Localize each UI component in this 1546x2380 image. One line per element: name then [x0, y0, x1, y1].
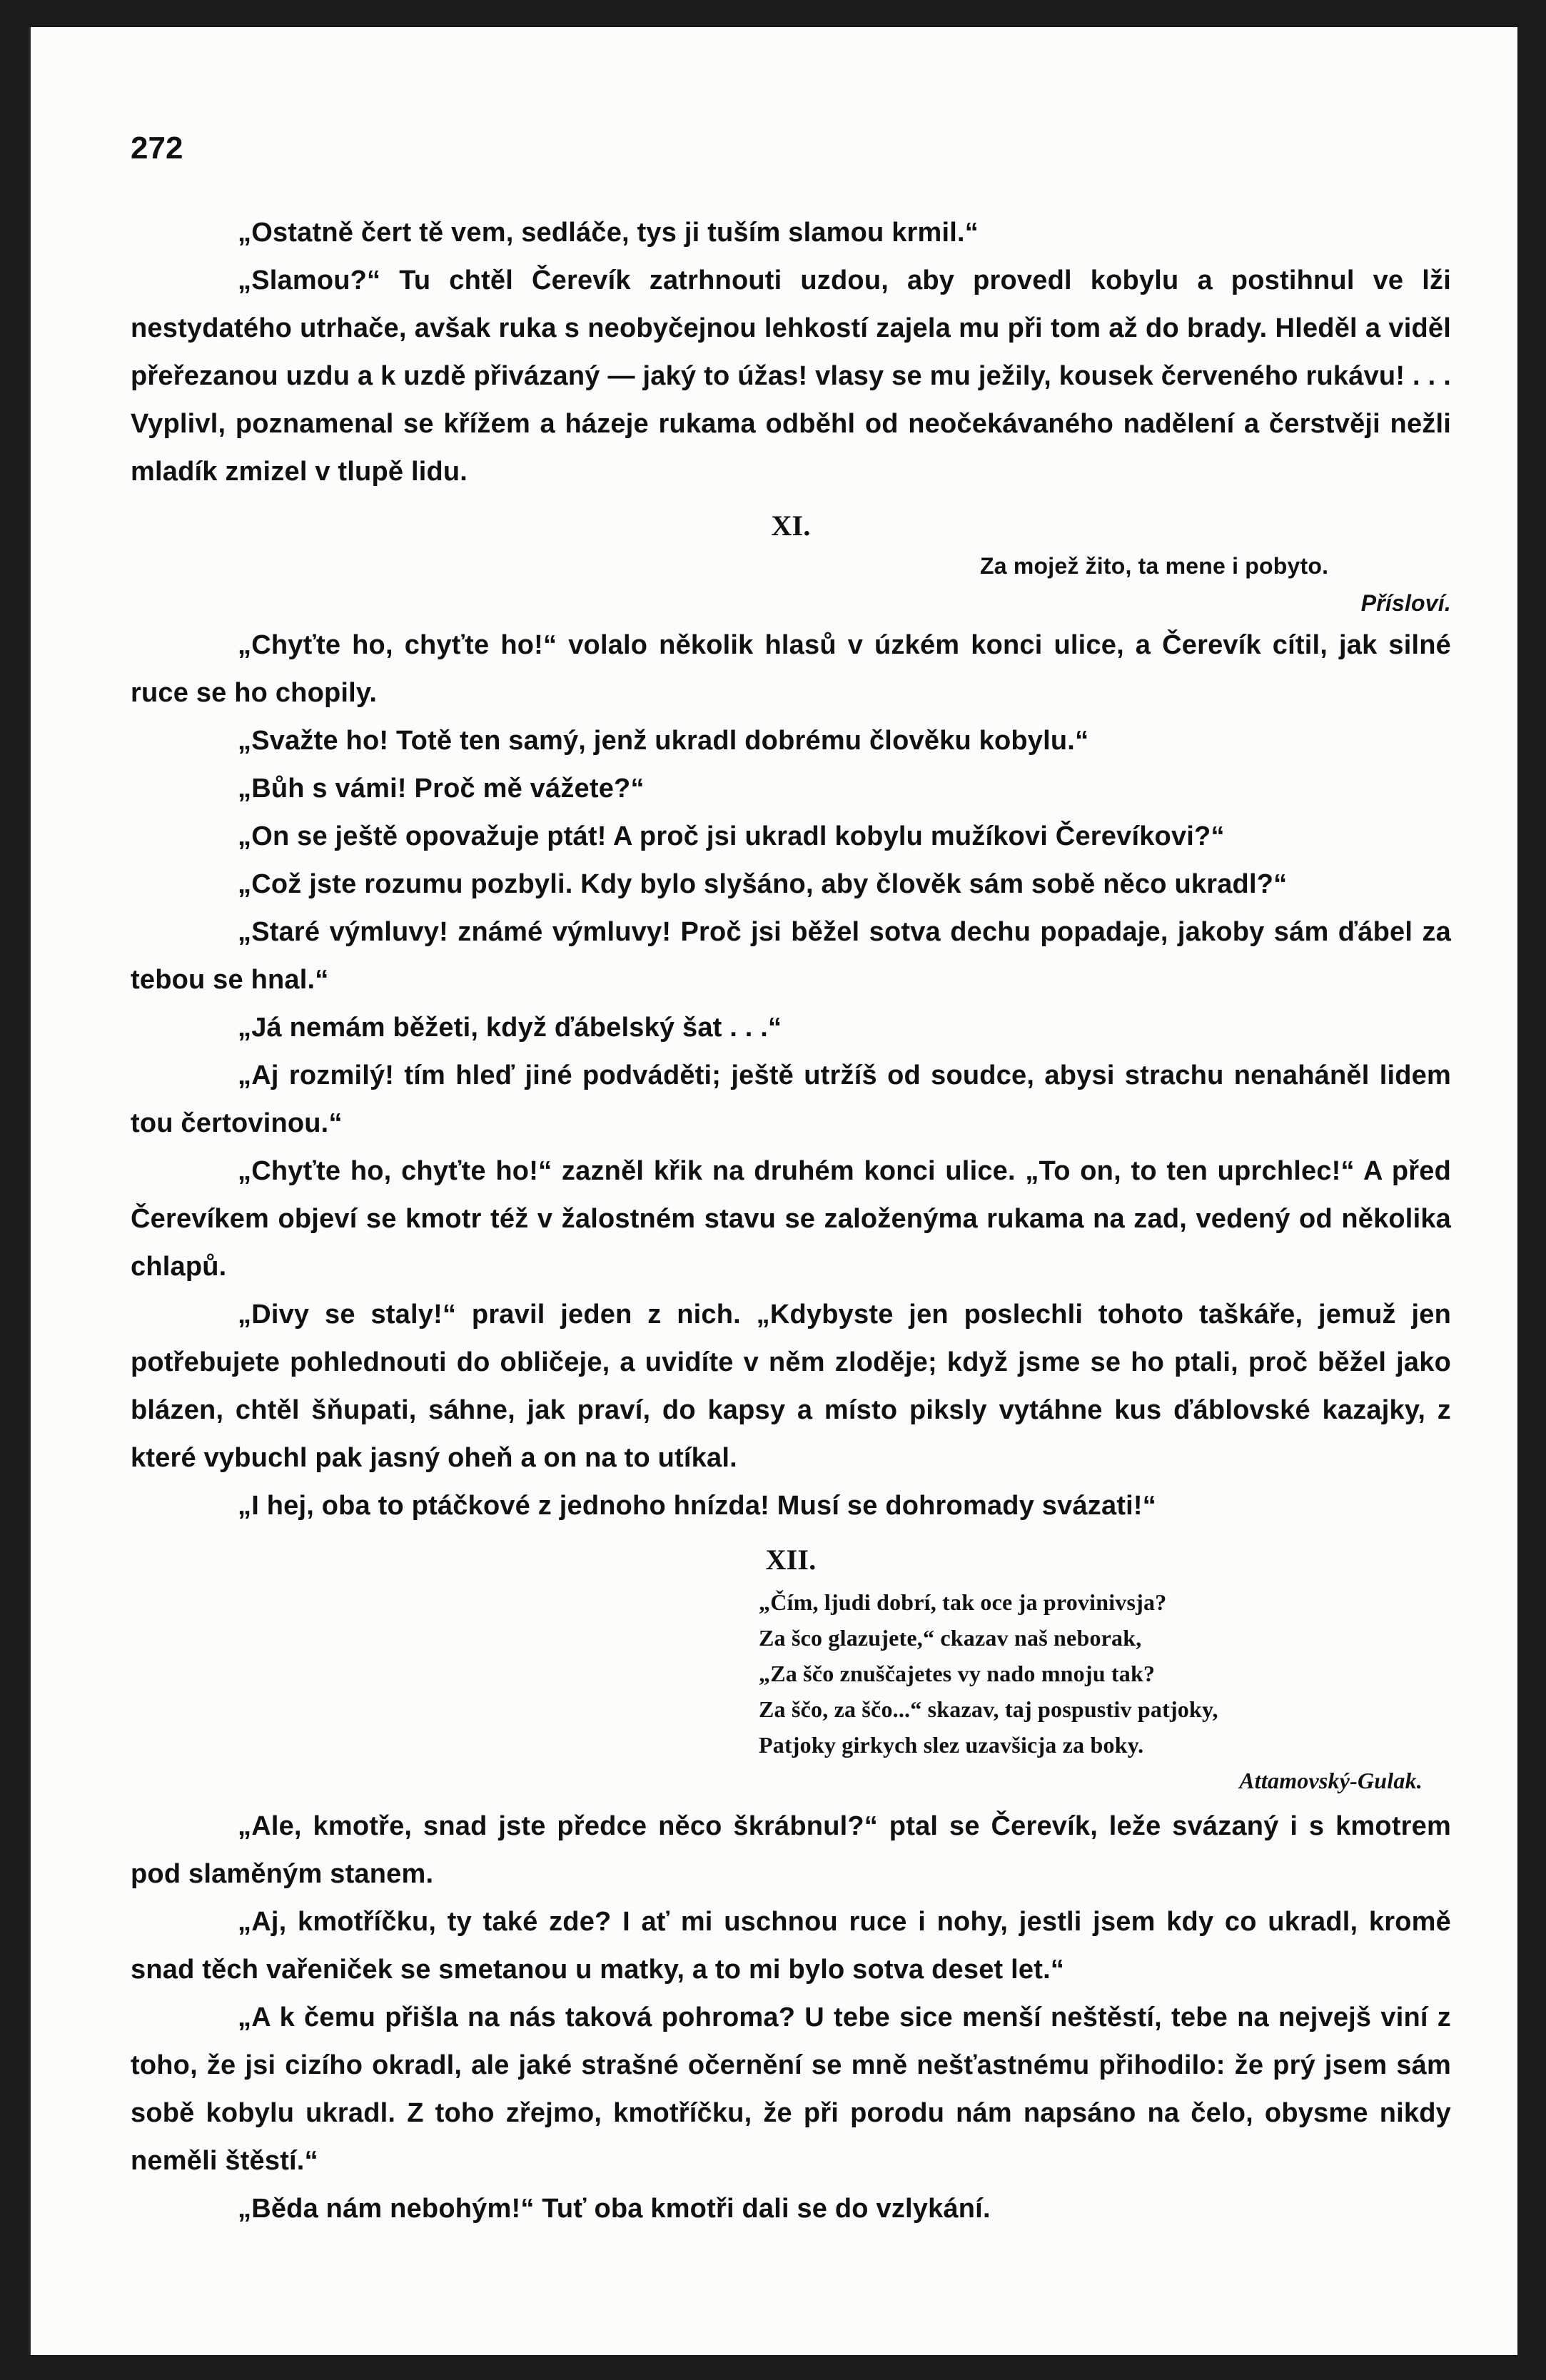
poem-line: „Čím, ljudi dobrí, tak oce ja provinivsja? [759, 1589, 1167, 1615]
paragraph: „Bůh s vámi! Proč mě vážete?“ [238, 774, 645, 804]
paragraph: „Slamou?“ Tu chtěl Čerevík zatrhnouti uzdou, aby provedl kobylu a postihnul ve lži nestydatého utrhače, avšak ruka s neobyčejnou lehkostí zajela mu při tom až do brady. Hleděl a viděl přeřezanou uzdu a k uzdě přivázaný — jaký to úžas! vlasy se mu ježily, kousek červeného rukávu! . . . Vyplivl, poznamenal se křížem a házeje rukama odběhl od neočekávaného nadělení a čerstvěji nežli mladík zmizel v tlupě lidu. [131, 265, 1451, 487]
paragraph: „Aj, kmotříčku, ty také zde? I ať mi uschnou ruce i nohy, jestli jsem kdy co ukradl, kromě snad těch vařeniček se smetanou u matky, a to mi bylo sotva deset let.“ [131, 1907, 1451, 1985]
paragraph: „Staré výmluvy! známé výmluvy! Proč jsi běžel sotva dechu popadaje, jakoby sám ďábel za tebou se hnal.“ [131, 917, 1451, 995]
chapter-xii-poem [759, 1584, 1444, 1798]
paragraph: „Běda nám nebohým!“ Tuť oba kmotři dali se do vzlykání. [238, 2194, 991, 2224]
poem-line: Za šco glazujete,“ ckazav naš neborak, [759, 1625, 1142, 1651]
paragraph: „Aj rozmilý! tím hleď jiné podváděti; ještě utržíš od soudce, abysi strachu nenaháněl lidem tou čertovinou.“ [131, 1060, 1451, 1138]
paragraph: „Já nemám běžeti, když ďábelský šat . . .“ [238, 1013, 782, 1043]
paragraph: „I hej, oba to ptáčkové z jednoho hnízda! Musí se dohromady svázati!“ [238, 1491, 1156, 1521]
paragraph: „Chyťte ho, chyťte ho!“ volalo několik hlasů v úzkém konci ulice, a Čerevík cítil, jak silné ruce se ho chopily. [131, 630, 1451, 708]
paragraph: „Svažte ho! Totě ten samý, jenž ukradl dobrému člověku kobylu.“ [238, 726, 1089, 756]
motto-text: Za mojež žito, ta mene i pobyto. [980, 553, 1329, 579]
paragraph: „Ale, kmotře, snad jste předce něco škrábnul?“ ptal se Čerevík, leže svázaný i s kmotrem pod slaměným stanem. [131, 1811, 1451, 1889]
body-text [131, 209, 1451, 2233]
paragraph: „Což jste rozumu pozbyli. Kdy bylo slyšáno, aby člověk sám sobě něco ukradl?“ [238, 869, 1288, 899]
chapter-heading-xi: XI. [771, 510, 811, 542]
paragraph: „Chyťte ho, chyťte ho!“ zazněl křik na druhém konci ulice. „To on, to ten uprchlec!“ A před Čerevíkem objeví se kmotr též v žalostném stavu se založenýma rukama na zad, vedený od několika chlapů. [131, 1156, 1451, 1282]
page-content [131, 98, 1451, 2297]
paragraph: „Ostatně čert tě vem, sedláče, tys ji tuším slamou krmil.“ [238, 218, 979, 248]
chapter-xi-motto [980, 547, 1451, 622]
poem-line: „Za ščo znuščajetes vy nado mnoju tak? [759, 1661, 1156, 1686]
paragraph: „On se ještě opovažuje ptát! A proč jsi ukradl kobylu mužíkovi Čerevíkovi?“ [238, 821, 1225, 851]
paragraph: „A k čemu přišla na nás taková pohroma? U tebe sice menší neštěstí, tebe na nejvejš viní z toho, že jsi cizího okradl, ale jaké strašné očernění se mně nešťastnému přihodilo: že prý jsem sám sobě kobylu ukradl. Z toho zřejmo, kmotříčku, že při porodu nám napsáno na čelo, obysme nikdy neměli štěstí.“ [131, 2002, 1451, 2176]
chapter-heading-xii: XII. [765, 1544, 817, 1576]
book-page [29, 27, 1517, 2355]
paragraph: „Divy se staly!“ pravil jeden z nich. „Kdybyste jen poslechli tohoto taškáře, jemuž jen potřebujete pohlednouti do obličeje, a uvidíte v něm zloděje; když jsme se ho ptali, proč běžel jako blázen, chtěl šňupati, sáhne, jak praví, do kapsy a místo piksly vytáhne kus ďáblovské kazajky, z které vybuchl pak jasný oheň a on na to utíkal. [131, 1300, 1451, 1473]
poem-line: Za ščo, za ščo...“ skazav, taj pospustiv patjoky, [759, 1696, 1218, 1722]
motto-source: Přísloví. [1360, 590, 1451, 616]
poem-line: Patjoky girkych slez uzavšicja za boky. [759, 1732, 1144, 1758]
poem-source: Attamovský-Gulak. [1239, 1768, 1423, 1793]
page-number: 272 [131, 131, 183, 166]
